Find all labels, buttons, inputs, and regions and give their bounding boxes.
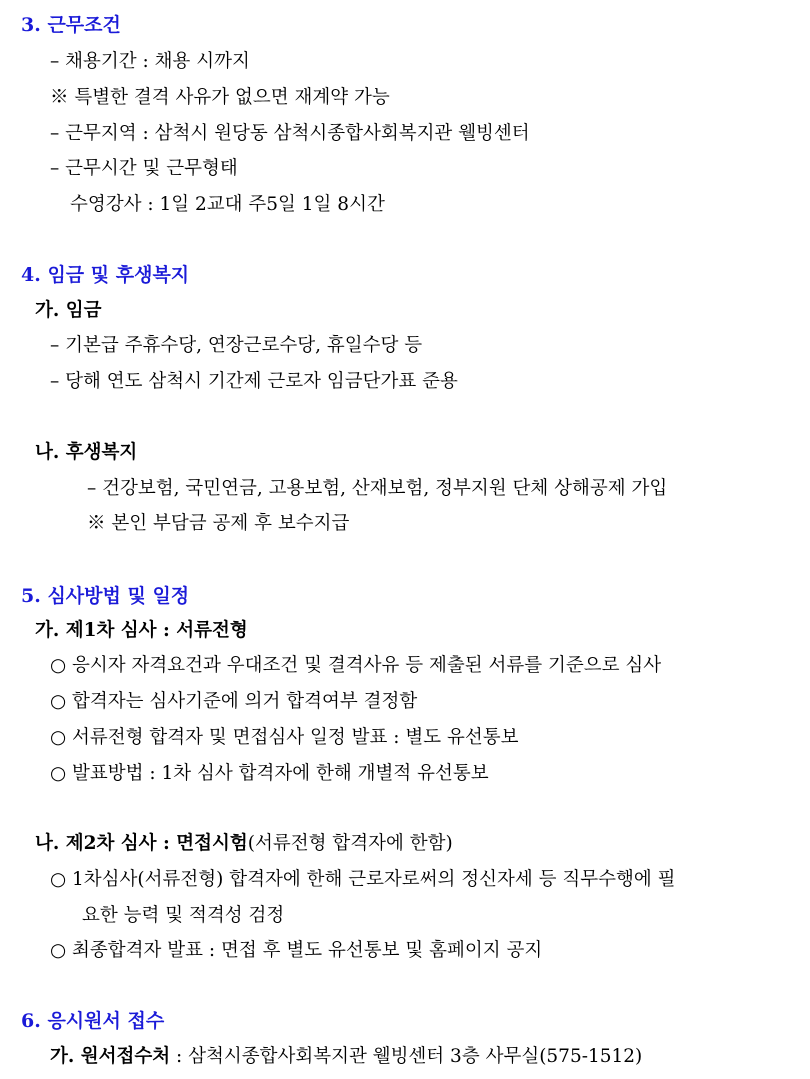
work-location: – 근무지역 : 삼척시 원당동 삼척시종합사회복지관 웰빙센터 [50, 123, 530, 144]
second-review-item-2: ○ 최종합격자 발표 : 면접 후 별도 유선통보 및 홈페이지 공지 [50, 940, 543, 961]
swim-instructor-hours: 수영강사 : 1일 2교대 주5일 1일 8시간 [70, 194, 385, 215]
second-review-title: 나. 제2차 심사 : 면접시험 [35, 833, 248, 854]
second-review-item-1: ○ 1차심사(서류전형) 합격자에 한해 근로자로써의 정신자세 등 직무수행에 필 [50, 869, 676, 890]
employment-period: – 채용기간 : 채용 시까지 [50, 51, 250, 72]
second-review-item-1-cont: 요한 능력 및 적격성 검정 [82, 905, 285, 926]
renewal-note: ※ 특별한 결격 사유가 없으면 재계약 가능 [50, 87, 390, 108]
second-review-subtitle [35, 831, 453, 857]
application-location [50, 1044, 642, 1070]
second-review-note: (서류전형 합격자에 한함) [247, 833, 453, 854]
first-review-subtitle: 가. 제1차 심사 : 서류전형 [35, 620, 248, 641]
section-5-title: 5. 심사방법 및 일정 [21, 585, 190, 607]
first-review-item-2: ○ 합격자는 심사기준에 의거 합격여부 결정함 [50, 691, 418, 712]
application-location-label: 가. 원서접수처 [50, 1046, 171, 1067]
section-4-title: 4. 임금 및 후생복지 [21, 264, 190, 286]
wage-item-1: – 기본급 주휴수당, 연장근로수당, 휴일수당 등 [50, 335, 423, 356]
first-review-item-3: ○ 서류전형 합격자 및 면접심사 일정 발표 : 별도 유선통보 [50, 727, 519, 748]
section-3-title: 3. 근무조건 [21, 14, 121, 36]
section-6-title: 6. 응시원서 접수 [21, 1010, 165, 1032]
first-review-item-1: ○ 응시자 자격요건과 우대조건 및 결격사유 등 제출된 서류를 기준으로 심사 [50, 655, 662, 676]
welfare-item-2: ※ 본인 부담금 공제 후 보수지급 [87, 513, 350, 534]
wage-item-2: – 당해 연도 삼척시 기간제 근로자 임금단가표 준용 [50, 371, 458, 392]
work-hours-heading: – 근무시간 및 근무형태 [50, 158, 238, 179]
welfare-subtitle: 나. 후생복지 [35, 442, 138, 463]
application-location-value: : 삼척시종합사회복지관 웰빙센터 3층 사무실(575-1512) [170, 1046, 643, 1067]
wage-subtitle: 가. 임금 [35, 300, 102, 321]
welfare-item-1: – 건강보험, 국민연금, 고용보험, 산재보험, 정부지원 단체 상해공제 가입 [87, 478, 668, 499]
first-review-item-4: ○ 발표방법 : 1차 심사 합격자에 한해 개별적 유선통보 [50, 763, 489, 784]
